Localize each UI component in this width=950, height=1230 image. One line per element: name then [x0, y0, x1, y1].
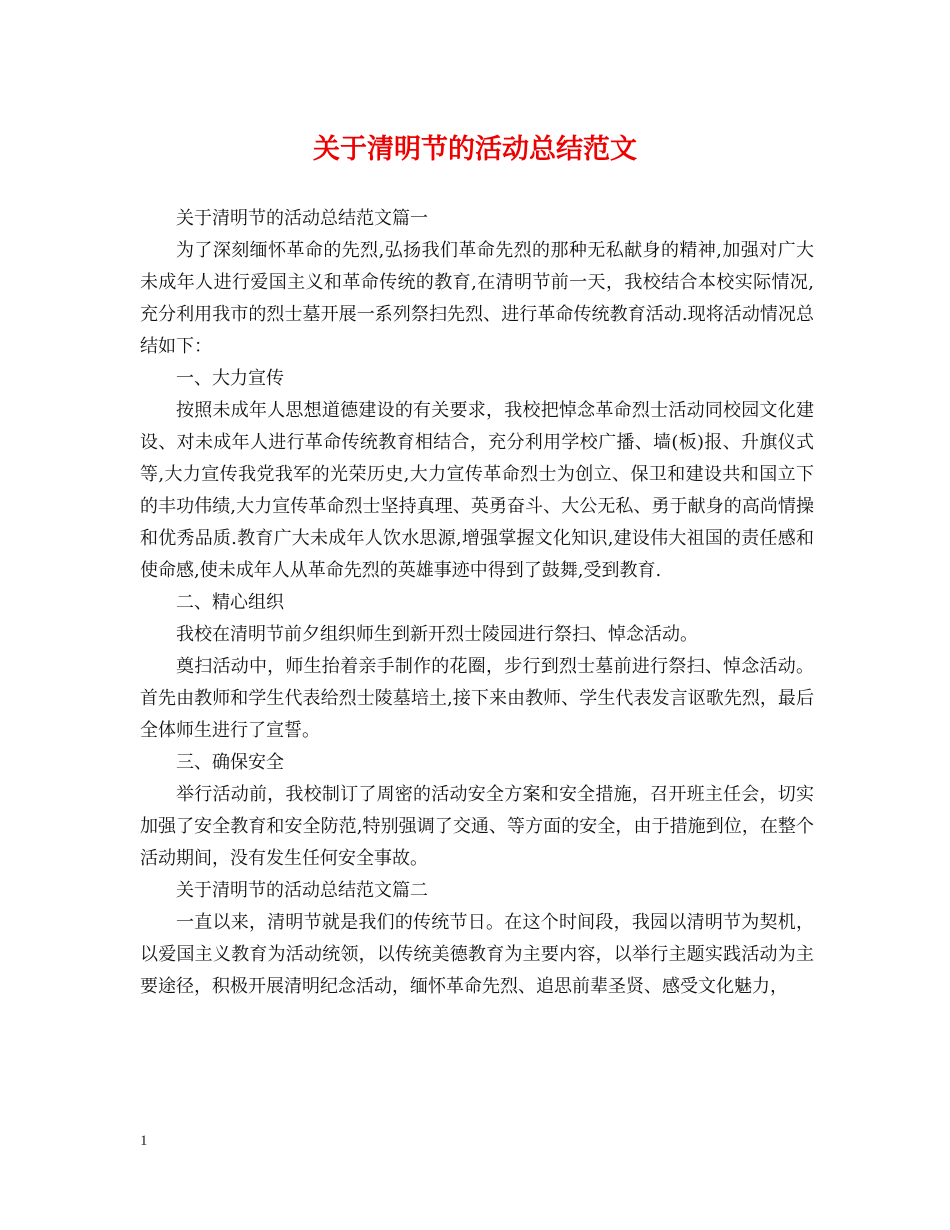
part-two-paragraph: 一直以来，清明节就是我们的传统节日。在这个时间段，我园以清明节为契机，以爱国主义教育为活动统领，以传统美德教育为主要内容，以举行主题实践活动为主要途径，积极开展清明纪念活动，缅怀革命先烈、追思前辈圣贤、感受文化魅力，	[140, 912, 814, 997]
safety-paragraph: 举行活动前，我校制订了周密的活动安全方案和安全措施，召开班主任会，切实加强了安全教育和安全防范,特别强调了交通、等方面的安全，由于措施到位，在整个活动期间，没有发生任何安全事故。	[140, 784, 814, 869]
subheading-publicity: 一、大力宣传	[176, 368, 284, 389]
publicity-paragraph: 按照未成年人思想道德建设的有关要求，我校把悼念革命烈士活动同校园文化建设、对未成年人进行革命传统教育相结合，充分利用学校广播、墙(板)报、升旗仪式等,大力宣传我党我军的光荣历史,大力宣传革命烈士为创立、保卫和建设共和国立下的丰功伟绩,大力宣传革命烈士坚持真理、英勇奋斗、大公无私、勇于献身的高尚情操和优秀品质.教育广大未成年人饮水思源,增强掌握文化知识,建设伟大祖国的责任感和使命感,使未成年人从革命先烈的英雄事迹中得到了鼓舞,受到教育.	[140, 400, 814, 581]
organization-paragraph: 我校在清明节前夕组织师生到新开烈士陵园进行祭扫、悼念活动。	[176, 624, 698, 645]
memorial-activity-paragraph: 奠扫活动中，师生抬着亲手制作的花圈，步行到烈士墓前进行祭扫、悼念活动。首先由教师和学生代表给烈士陵墓培土,接下来由教师、学生代表发言讴歌先烈，最后全体师生进行了宣誓。	[140, 656, 814, 741]
section-heading-part-one: 关于清明节的活动总结范文篇一	[176, 208, 428, 229]
section-heading-part-two: 关于清明节的活动总结范文篇二	[176, 880, 428, 901]
page-number: 1	[140, 1133, 148, 1149]
subheading-safety: 三、确保安全	[176, 752, 284, 773]
document-body	[140, 203, 814, 1003]
intro-paragraph: 为了深刻缅怀革命的先烈,弘扬我们革命先烈的那种无私献身的精神,加强对广大未成年人进行爱国主义和革命传统的教育,在清明节前一天，我校结合本校实际情况,充分利用我市的烈士墓开展一系列祭扫先烈、进行革命传统教育活动.现将活动情况总结如下：	[140, 240, 814, 357]
subheading-organization: 二、精心组织	[176, 592, 284, 613]
document-title: 关于清明节的活动总结范文	[313, 134, 637, 165]
